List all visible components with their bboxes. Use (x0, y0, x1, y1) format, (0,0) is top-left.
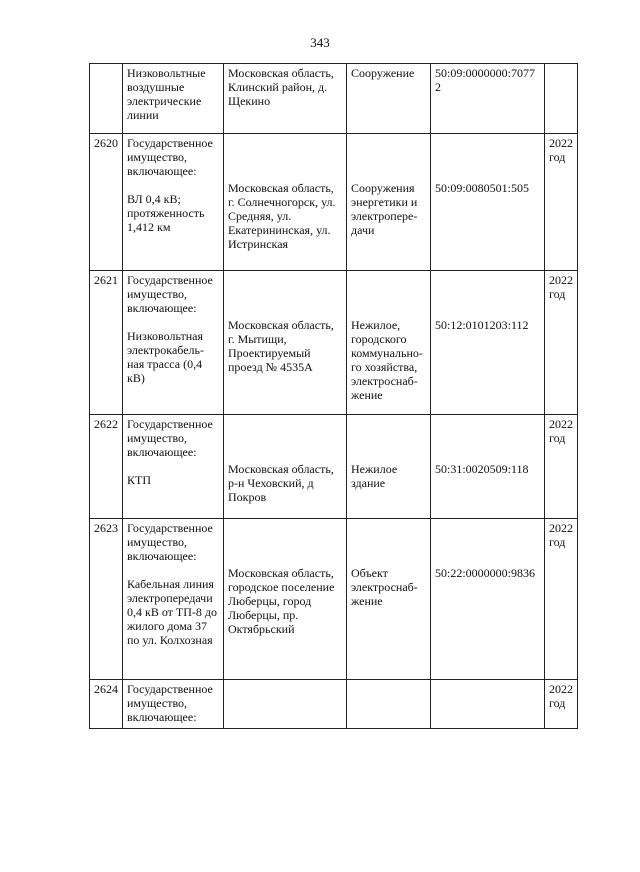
table-row (90, 415, 578, 519)
object-type-cell (347, 271, 431, 415)
cadastral-number: 50:09:0000000:70772 (431, 64, 545, 134)
object-cell (123, 415, 224, 519)
object-type-cell (347, 519, 431, 680)
object-cell (123, 134, 224, 271)
cadastral-cell (431, 519, 545, 680)
object-header: Государственное имущество, включающее: (127, 417, 213, 459)
year: 2022 год (545, 519, 578, 680)
object-address-cell (224, 134, 347, 271)
object-address: Московская область, р-н Чеховский, д Покров (228, 462, 334, 504)
object-type: Сооружение (347, 64, 431, 134)
cadastral-number: 50:31:0020509:118 (435, 462, 529, 476)
object-name: Кабельная линия электропередачи 0,4 кВ от ТП-8 до жилого дома 37 по ул. Колхозная (127, 577, 218, 647)
cadastral-cell (431, 271, 545, 415)
object-address-cell (224, 519, 347, 680)
object-name: Низковольтная электрокабель-ная трасса (0,4 кВ) (127, 329, 205, 385)
object-name: Низковольтные воздушные электрические линии (123, 64, 224, 134)
row-number: 2623 (90, 519, 123, 680)
cadastral-cell (431, 415, 545, 519)
object-header: Государственное имущество, включающее: (127, 521, 213, 563)
object-type: Сооружения энергетики и электропере-дачи (351, 181, 418, 237)
object-address: Московская область, Клинский район, д. Щекино (224, 64, 347, 134)
cadastral-number: 50:12:0101203:112 (435, 318, 529, 332)
table-row (90, 519, 578, 680)
page-number: 343 (310, 35, 330, 50)
row-number (90, 64, 123, 134)
cadastral-number: 50:22:0000000:9836 (435, 566, 536, 580)
object-cell (123, 271, 224, 415)
cadastral-cell (431, 134, 545, 271)
table-row (90, 271, 578, 415)
object-header: Государственное имущество, включающее: (127, 136, 213, 178)
object-name: ВЛ 0,4 кВ; протяженность 1,412 км (127, 192, 205, 234)
row-number: 2620 (90, 134, 123, 271)
row-number: 2621 (90, 271, 123, 415)
year: 2022 год (545, 415, 578, 519)
object-name: КТП (127, 473, 151, 487)
year: 2022 год (545, 134, 578, 271)
object-type: Нежилое, городского коммунально-го хозяйства, электроснаб-жение (351, 318, 423, 402)
table-row (90, 134, 578, 271)
year: 2022 год (545, 680, 578, 729)
object-type-cell (347, 415, 431, 519)
object-type (347, 680, 431, 729)
year: 2022 год (545, 271, 578, 415)
cadastral-number (431, 680, 545, 729)
cadastral-number: 50:09:0080501:505 (435, 181, 530, 195)
object-address-cell (224, 415, 347, 519)
object-header: Государственное имущество, включающее: (127, 682, 213, 724)
object-cell (123, 519, 224, 680)
property-registry-table (89, 63, 578, 729)
object-type: Объект электроснаб-жение (351, 566, 418, 608)
table-row (90, 64, 578, 134)
object-type: Нежилое здание (351, 462, 398, 490)
year (545, 64, 578, 134)
object-header: Государственное имущество, включающее: (127, 273, 213, 315)
object-address-cell (224, 271, 347, 415)
object-address (224, 680, 347, 729)
object-type-cell (347, 134, 431, 271)
object-address: Московская область, г. Солнечногорск, ул. Средняя, ул. Екатерининская, ул. Истринская (228, 181, 336, 251)
row-number: 2622 (90, 415, 123, 519)
table-row (90, 680, 578, 729)
object-address: Московская область, городское поселение Люберцы, город Люберцы, пр. Октябрьский (228, 566, 335, 636)
object-cell (123, 680, 224, 729)
row-number: 2624 (90, 680, 123, 729)
object-address: Московская область, г. Мытищи, Проектируемый проезд № 4535А (228, 318, 334, 374)
